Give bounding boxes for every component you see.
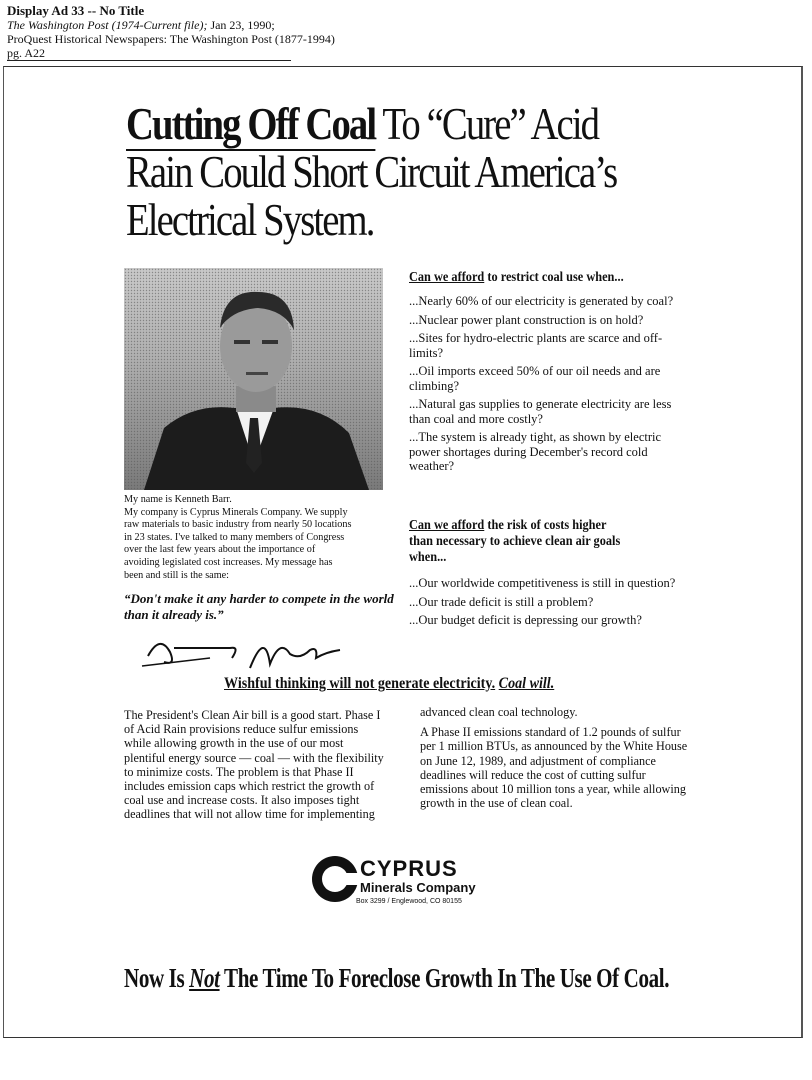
signature [140, 628, 350, 676]
caption-line: over the last few years about the importance of [124, 544, 316, 556]
question-item: ...Oil imports exceed 50% of our oil needs and are climbing? [409, 364, 661, 393]
question-heading-rest: the risk of costs higher than necessary to achieve clean air goals when... [409, 518, 621, 565]
body-right-para-2: A Phase II emissions standard of 1.2 pounds of sulfur per 1 million BTUs, as announced by the White House on June 12, 1989, and adjustment of compliance deadlines will reduce the cost of cutting sulfur emissions about 10 million tons a year, while allowing growth in the use of clean coal. [420, 725, 688, 811]
wishful-thinking-line [224, 675, 554, 693]
cyprus-logo [312, 852, 512, 916]
question-item: ...Our budget deficit is depressing our growth? [409, 613, 642, 627]
caption-line: raw materials to basic industry from nearly 50 locations [124, 519, 352, 531]
pull-quote: “Don't make it any harder to compete in the world than it already is.” [124, 591, 394, 622]
logo-name: CYPRUS [360, 856, 458, 881]
caption-line: in 23 states. I've talked to many members of Congress [124, 531, 345, 543]
portrait-illustration [124, 268, 383, 490]
logo-address: Box 3299 / Englewood, CO 80155 [356, 898, 462, 905]
caption-line: My name is Kenneth Barr. [124, 494, 232, 505]
citation-page: pg. A22 [7, 46, 46, 60]
ad-headline [126, 100, 625, 244]
wishful-underlined: Wishful thinking will not generate electricity. [224, 675, 496, 692]
tagline-post: The Time To Foreclose Growth In The Use Of Coal. [219, 963, 670, 993]
header-rule [7, 60, 291, 61]
citation-header [7, 4, 335, 60]
headline-bold-part: Cutting Off Coal [126, 99, 376, 149]
question-item: ...Our trade deficit is still a problem? [409, 594, 594, 609]
question-block-1 [409, 270, 684, 474]
question-heading-underlined: Can we afford [409, 518, 485, 533]
logo-subtitle: Minerals Company [360, 880, 476, 895]
question-heading-underlined: Can we afford [409, 270, 485, 285]
headline-line3: Electrical System. [126, 195, 374, 245]
tagline-pre: Now Is [124, 963, 190, 993]
question-item: ...Natural gas supplies to generate electricity are less than coal and more costly? [409, 397, 672, 426]
photo-caption [124, 494, 394, 582]
question-item: ...The system is already tight, as shown by electric power shortages during December's record cold weather? [409, 430, 662, 473]
cyprus-logo-mark-icon [312, 856, 358, 902]
question-item: ...Nearly 60% of our electricity is generated by coal? [409, 294, 674, 308]
citation-source-line [7, 18, 335, 32]
caption-line: been and still is the same: [124, 569, 229, 581]
caption-line: My company is Cyprus Minerals Company. We supply [124, 506, 348, 518]
question-heading-2 [409, 518, 629, 566]
caption-line: avoiding legislated cost increases. My message has [124, 556, 333, 568]
citation-date: Jan 23, 1990; [207, 18, 275, 32]
headline-rest-line1: To “Cure” Acid [375, 99, 599, 149]
headline-line2: Rain Could Short Circuit America’s [126, 147, 617, 197]
body-text-right [420, 705, 690, 810]
tagline-emphasis: Not [189, 963, 220, 993]
body-right-para-1: advanced clean coal technology. [420, 705, 578, 719]
wishful-italic: Coal will. [498, 675, 555, 692]
question-item: ...Nuclear power plant construction is on hold? [409, 312, 644, 327]
portrait-photo [124, 268, 383, 490]
citation-source: The Washington Post (1974-Current file); [7, 18, 208, 32]
question-heading-rest: to restrict coal use when... [484, 270, 624, 285]
question-item: ...Our worldwide competitiveness is still in question? [409, 576, 676, 590]
question-item: ...Sites for hydro-electric plants are scarce and off-limits? [409, 331, 663, 360]
question-heading-1 [409, 270, 651, 286]
ad-tagline [124, 963, 669, 994]
body-text-left: The President's Clean Air bill is a good start. Phase I of Acid Rain provisions reduce sulfur emissions while allowing growth in the use of our most plentiful energy source — coal — with the flexibility to minimize costs. The problem is that Phase II includes emission caps which restrict the growth of coal use and increase costs. It also imposes tight deadlines that will not allow time for implementing [124, 708, 384, 822]
citation-database: ProQuest Historical Newspapers: The Washington Post (1877-1994) [7, 32, 335, 46]
question-block-2 [409, 518, 684, 628]
citation-title: Display Ad 33 -- No Title [7, 3, 145, 18]
